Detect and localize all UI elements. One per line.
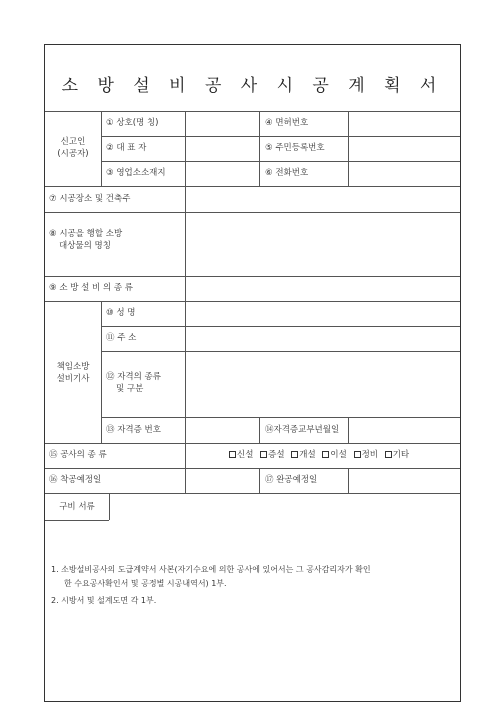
divider: [45, 111, 460, 112]
divider: [259, 417, 260, 443]
license-number-label: ④ 면허번호: [265, 118, 309, 128]
divider: [45, 186, 460, 187]
engineer-name-label: ⑩ 성 명: [106, 308, 136, 318]
option-new: 신설: [237, 450, 254, 460]
completion-date-label: ⑰ 완공예정일: [265, 475, 318, 485]
divider: [101, 417, 460, 418]
divider: [101, 161, 460, 162]
business-address-label: ③ 영업소소재지: [106, 168, 166, 178]
divider: [101, 301, 102, 443]
divider: [45, 468, 460, 469]
divider: [109, 493, 110, 520]
start-date-label: ⑯ 착공예정일: [49, 475, 102, 485]
construction-plan-form: [44, 44, 461, 702]
phone-label: ⑥ 전화번호: [265, 168, 309, 178]
divider: [45, 520, 109, 521]
checkbox-other[interactable]: [385, 451, 392, 458]
checkbox-renovation[interactable]: [291, 451, 298, 458]
resident-number-label: ⑤ 주민등록번호: [265, 143, 325, 153]
option-expansion: 증설: [268, 450, 285, 460]
qualification-label: ⑫ 자격의 종류 및 구분: [106, 372, 161, 394]
form-title: 소 방 설 비 공 사 시 공 계 획 서: [61, 76, 444, 96]
divider: [185, 443, 186, 468]
divider: [101, 351, 460, 352]
option-relocation: 이설: [330, 450, 347, 460]
divider: [348, 417, 349, 443]
checkbox-relocation[interactable]: [322, 451, 329, 458]
divider: [185, 111, 186, 186]
engineer-address-label: ⑪ 주 소: [106, 333, 137, 343]
responsible-engineer-label: 책임소방 설비기사: [56, 362, 90, 384]
representative-label: ② 대 표 자: [106, 143, 147, 153]
divider: [259, 111, 260, 186]
divider: [348, 468, 349, 493]
document-item-2: 2. 시방서 및 설계도면 각 1부.: [51, 596, 157, 605]
target-building-label: ⑧ 시공을 행할 소방 대상물의 명칭: [49, 229, 123, 251]
divider: [101, 136, 460, 137]
divider: [45, 301, 460, 302]
option-renovation: 개설: [299, 450, 316, 460]
applicant-label: 신고인 (시공자): [57, 137, 89, 159]
checkbox-expansion[interactable]: [260, 451, 267, 458]
divider: [185, 301, 186, 443]
certificate-date-label: ⑭자격증교부년월일: [265, 425, 340, 435]
document-item-1: 1. 소방설비공사의 도급계약서 사본(자기수요에 의한 공사에 있어서는 그 공사감리자가 확인 한 수요공사확인서 및 공정별 시공내역서) 1부.: [51, 565, 371, 588]
divider: [259, 468, 260, 493]
divider: [185, 186, 186, 301]
work-type-label: ⑮ 공사의 종 류: [49, 450, 107, 460]
equipment-type-label: ⑨ 소 방 설 비 의 종 류: [49, 283, 134, 293]
option-maintenance: 정비: [361, 450, 378, 460]
divider: [185, 468, 186, 493]
checkbox-new[interactable]: [229, 451, 236, 458]
trade-name-label: ① 상호(명 칭): [106, 118, 159, 128]
required-documents-header: 구비 서류: [59, 502, 95, 512]
divider: [45, 276, 460, 277]
divider: [101, 111, 102, 186]
certificate-number-label: ⑬ 자격증 번호: [106, 425, 161, 435]
divider: [348, 111, 349, 186]
divider: [45, 212, 460, 213]
construction-site-label: ⑦ 시공장소 및 건축주: [49, 194, 131, 204]
divider: [45, 443, 460, 444]
work-type-options: [225, 449, 409, 461]
divider: [45, 493, 460, 494]
divider: [101, 326, 460, 327]
checkbox-maintenance[interactable]: [354, 451, 361, 458]
option-other: 기타: [392, 450, 410, 460]
